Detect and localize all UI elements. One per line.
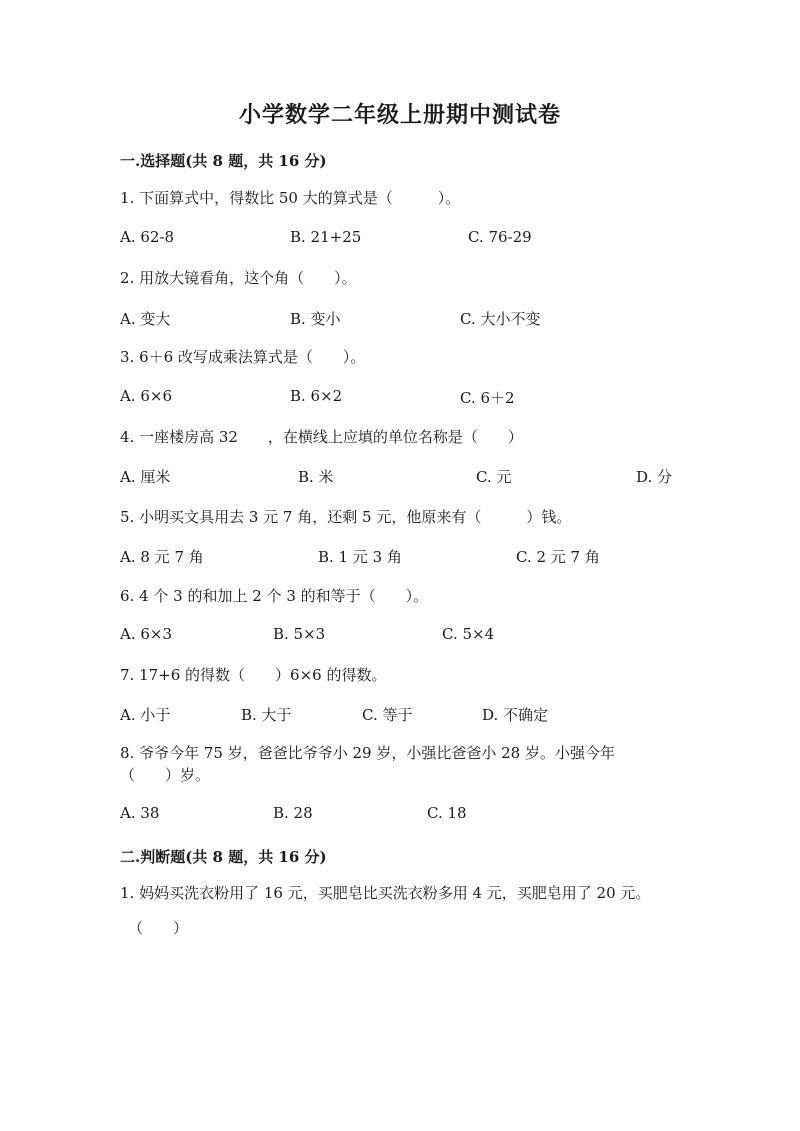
question-6: 6. 4 个 3 的和加上 2 个 3 的和等于（ ）。	[120, 587, 429, 605]
q7-option-d: D. 不确定	[482, 706, 549, 724]
q5-option-b: B. 1 元 3 角	[318, 548, 402, 566]
q1-option-a: A. 62-8	[120, 228, 175, 246]
q4-option-b: B. 米	[298, 468, 334, 486]
question-4: 4. 一座楼房高 32 ，在横线上应填的单位名称是（ ）	[120, 428, 523, 446]
q4-option-d: D. 分	[636, 468, 673, 486]
question-1: 1. 下面算式中，得数比 50 大的算式是（ ）。	[120, 189, 461, 207]
q4-option-a: A. 厘米	[120, 468, 171, 486]
tf-question-1-answer-blank: （ ）	[128, 919, 189, 937]
q6-option-c: C. 5×4	[442, 625, 495, 643]
q1-option-b: B. 21+25	[290, 228, 362, 246]
q3-option-b: B. 6×2	[290, 387, 343, 405]
question-3: 3. 6＋6 改写成乘法算式是（ ）。	[120, 348, 366, 366]
section-heading-true-false: 二.判断题(共 8 题，共 16 分)	[120, 848, 327, 866]
q2-option-b: B. 变小	[290, 310, 341, 328]
question-7: 7. 17+6 的得数（ ）6×6 的得数。	[120, 666, 387, 684]
question-5: 5. 小明买文具用去 3 元 7 角，还剩 5 元，他原来有（ ）钱。	[120, 508, 572, 526]
section-heading-choice: 一.选择题(共 8 题，共 16 分)	[120, 152, 327, 170]
q8-option-c: C. 18	[427, 804, 467, 822]
q2-option-a: A. 变大	[120, 310, 171, 328]
tf-question-1: 1. 妈妈买洗衣粉用了 16 元，买肥皂比买洗衣粉多用 4 元，买肥皂用了 20 元。	[120, 884, 651, 902]
q8-option-a: A. 38	[120, 804, 160, 822]
question-2: 2. 用放大镜看角，这个角（ ）。	[120, 269, 357, 287]
q2-option-c: C. 大小不变	[460, 310, 541, 328]
q4-option-c: C. 元	[476, 468, 512, 486]
q6-option-a: A. 6×3	[120, 625, 173, 643]
q7-option-c: C. 等于	[362, 706, 413, 724]
q5-option-a: A. 8 元 7 角	[120, 548, 204, 566]
q6-option-b: B. 5×3	[273, 625, 326, 643]
q3-option-c: C. 6＋2	[460, 389, 515, 407]
q3-option-a: A. 6×6	[120, 387, 173, 405]
q1-option-c: C. 76-29	[468, 228, 532, 246]
q7-option-a: A. 小于	[120, 706, 171, 724]
question-8: 8. 爷爷今年 75 岁，爸爸比爷爷小 29 岁，小强比爸爸小 28 岁。小强今年（ ）岁。	[120, 744, 615, 784]
q7-option-b: B. 大于	[241, 706, 292, 724]
q8-option-b: B. 28	[273, 804, 313, 822]
page-title: 小学数学二年级上册期中测试卷	[238, 102, 561, 128]
q5-option-c: C. 2 元 7 角	[516, 548, 600, 566]
